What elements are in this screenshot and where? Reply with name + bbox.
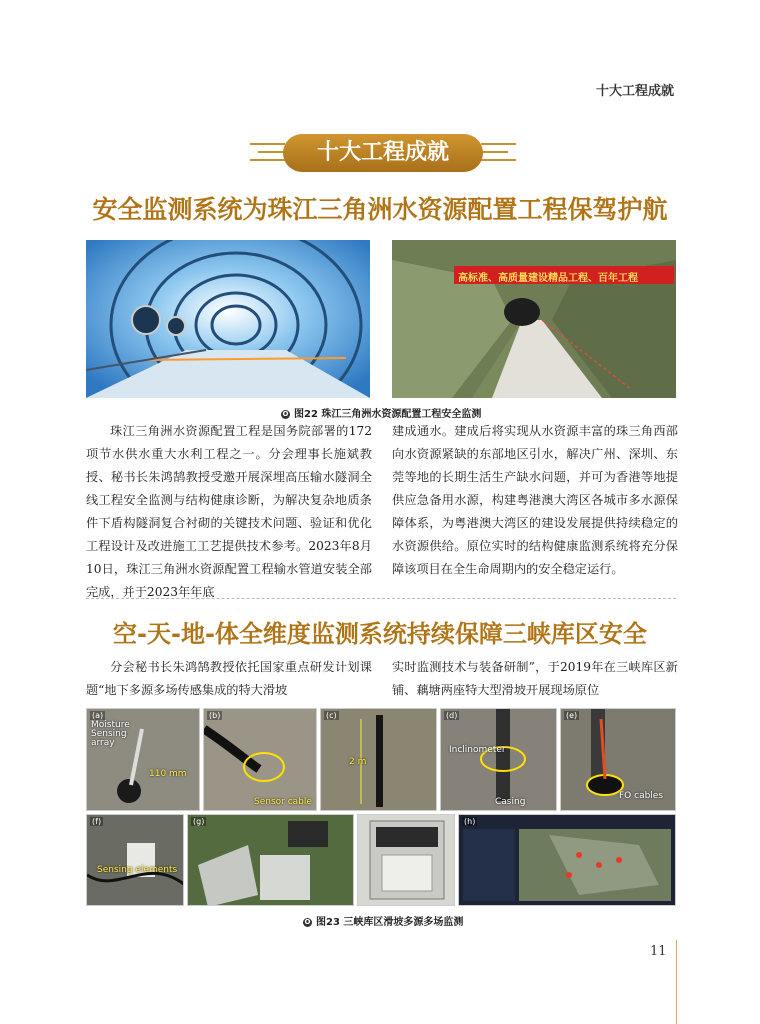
panel-g-cabinet: [357, 814, 455, 906]
panel-c-note: 2 m: [349, 757, 367, 767]
panel-f: [86, 814, 184, 906]
section-banner: 十大工程成就: [283, 134, 483, 172]
page-number: 11: [650, 944, 667, 959]
banner-line: [481, 143, 516, 145]
panel-c: [320, 708, 437, 811]
panel-label: (g): [193, 817, 205, 826]
figure23-caption: [303, 913, 463, 928]
panel-e: [560, 708, 676, 811]
article1-title: 安全监测系统为珠江三角洲水资源配置工程保驾护航: [92, 195, 668, 224]
tunnel-photo: [86, 240, 370, 398]
panel-h: [458, 814, 676, 906]
photo-banner-text: 高标准、高质量建设精品工程、百年工程: [458, 273, 638, 284]
article2-left-column: [86, 656, 372, 702]
article1-left-paragraph: 珠江三角洲水资源配置工程是国务院部署的172项节水供水重大水利工程之一。分会理事长施斌教授、秘书长朱鸿鹄教授受邀开展深埋高压输水隧洞全线工程安全监测与结构健康诊断，为解决复杂地质条件下盾构隧洞复合衬砌的关键技术问题、验证和优化工程设计及改进施工工艺提供技术参考。2023年8月10日，珠江三角洲水资源配置工程输水管道安装全部完成，并于2023年年底: [86, 424, 372, 599]
article2-left-paragraph: 分会秘书长朱鸿鹄教授依托国家重点研发计划课题“地下多源多场传感集成的特大滑坡: [86, 660, 372, 697]
section-divider: [86, 598, 676, 599]
banner-line: [250, 143, 285, 145]
banner-line: [258, 151, 285, 153]
caption-icon: O: [282, 410, 289, 418]
article2-title: 空-天-地-体全维度监测系统持续保障三峡库区安全: [113, 620, 647, 648]
panel-label: (f): [92, 817, 102, 826]
caption-icon: O: [304, 918, 311, 926]
tunnel-portal-photo: [392, 240, 676, 398]
panel-g: [187, 814, 354, 906]
article2-right-column: [392, 656, 678, 702]
panel-a-notes: Moisture Sensing array: [91, 720, 130, 748]
panel-b: [203, 708, 317, 811]
panel-f-note: Sensing elements: [97, 865, 178, 875]
running-header: 十大工程成就: [595, 84, 674, 99]
panel-a: [86, 708, 200, 811]
panel-b-note: Sensor cable: [254, 797, 312, 807]
banner-line: [481, 151, 508, 153]
panel-label: (d): [446, 711, 458, 720]
figure23-caption-text: 图23 三峡库区滑坡多源多场监测: [316, 917, 464, 928]
panel-e-note: FO cables: [619, 791, 664, 801]
panel-label: (e): [566, 711, 578, 720]
panel-d-note: Inclinometer: [449, 745, 506, 755]
banner-line: [481, 159, 516, 161]
panel-label: (h): [464, 817, 476, 826]
article1-left-column: [86, 420, 372, 604]
panel-label: (b): [209, 711, 221, 720]
article1-right-paragraph: 建成通水。建成后将实现从水资源丰富的珠三角西部向水资源紧缺的东部地区引水，解决广州、深圳、东莞等地的长期生活生产缺水问题，并可为香港等地提供应急备用水源，构建粤港澳大湾区各城市多水源保障体系，为粤港澳大湾区的建设发展提供持续稳定的水资源供给。原位实时的结构健康监测系统将充分保障该项目在全生命周期内的安全稳定运行。: [392, 424, 678, 576]
panel-a-dimension: 110 mm: [149, 769, 187, 779]
figure22-caption: [281, 405, 481, 420]
panel-d-note: Casing: [495, 797, 526, 807]
figure22-caption-text: 图22 珠江三角洲水资源配置工程安全监测: [294, 409, 482, 420]
article2-right-paragraph: 实时监测技术与装备研制”，于2019年在三峡库区新铺、藕塘两座特大型滑坡开展现场原位: [392, 660, 678, 697]
panel-label: (a): [92, 711, 104, 720]
article1-right-column: [392, 420, 678, 581]
page-edge-rule: [676, 940, 677, 1024]
panel-d: [440, 708, 557, 811]
panel-label: (c): [326, 711, 337, 720]
banner-line: [250, 159, 285, 161]
